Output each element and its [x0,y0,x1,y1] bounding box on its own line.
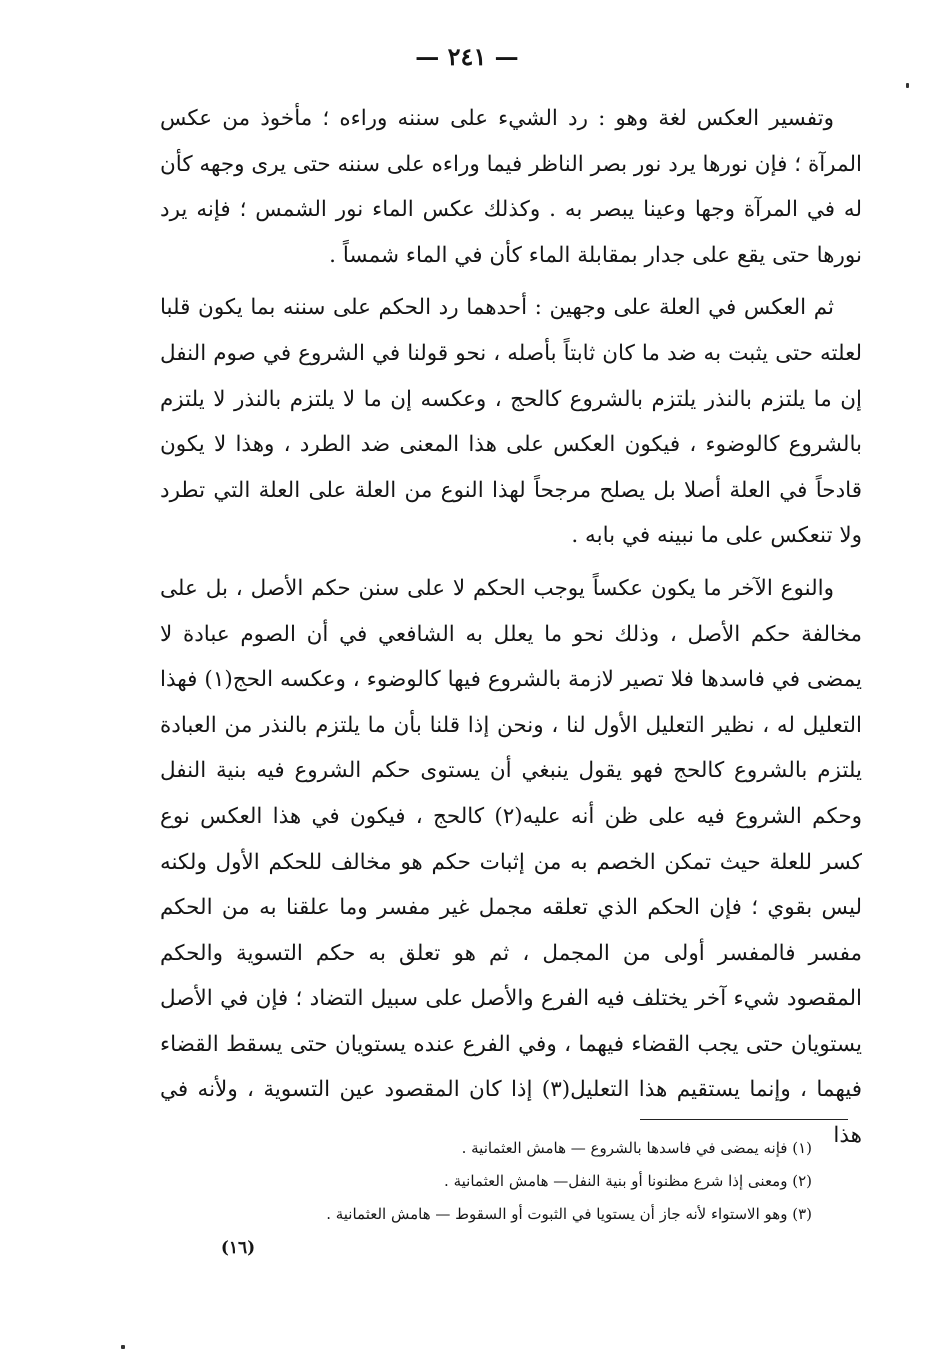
scan-speck [906,83,909,88]
page-number: — ٢٤١ — [415,42,519,71]
footnotes [200,1132,812,1231]
footnote-1: (١) فإنه يمضى في فاسدها بالشروع — هامش العثمانية . [461,1139,812,1157]
footnote-separator [640,1119,848,1120]
scan-speck [121,1345,125,1349]
signature-mark: (١٦) [220,1238,256,1258]
paragraph-1: وتفسير العكس لغة وهو : رد الشيء على سننه وراءه ؛ مأخوذ من عكس المرآة ؛ فإن نورها يرد نور بصر الناظر فيما وراءه على سننه حتى يرى وجهه كأن له في المرآة وجها وعينا يبصر به . وكذلك عكس الماء نور الشمس ؛ فإنه يرد نورها حتى يقع على جدار بمقابلة الماء كأن في الماء شمساً . [160,106,862,268]
footnote-2: (٢) ومعنى إذا شرع مظنونا أو بنية النفل— هامش العثمانية . [444,1172,812,1190]
footnote-3: (٣) وهو الاستواء لأنه جاز أن يستويا في الثبوت أو السقوط — هامش العثمانية . [326,1205,812,1223]
paragraph-2: ثم العكس في العلة على وجهين : أحدهما رد الحكم على سننه بما يكون قلبا لعلته حتى يثبت به ضد ما كان ثابتاً بأصله ، نحو قولنا في الشروع في صوم النفل إن ما يلتزم بالنذر يلتزم بالشروع كالحج ، وعكسه إن ما لا يلتزم بالنذر لا يلتزم بالشروع كالوضوء ، فيكون العكس على هذا المعنى ضد الطرد ، وهذا لا يكون قادحاً في العلة أصلا بل يصلح مرجحاً لهذا النوع من العلة على العلة التي تطرد ولا تنعكس على ما نبينه في بابه . [160,295,862,549]
paragraph-3: والنوع الآخر ما يكون عكساً يوجب الحكم لا على سنن حكم الأصل ، بل على مخالفة حكم الأصل ، وذلك نحو ما يعلل به الشافعي في أن الصوم عبادة لا يمضى في فاسدها فلا تصير لازمة بالشروع فيها كالوضوء ، وعكسه الحج(١) فهذا التعليل له ، نظير التعليل الأول لنا ، ونحن إذا قلنا بأن ما يلتزم بالنذر من العبادة يلتزم بالشروع كالحج فهو يقول ينبغي أن يستوى حكم الشروع فيه بنية النفل وحكم الشروع فيه على ظن أنه عليه(٢) كالحج ، فيكون في هذا العكس نوع كسر للعلة حيث تمكن الخصم به من إثبات حكم هو مخالف للحكم الأول ولكنه ليس بقوي ؛ فإن الحكم الذي تعلقه مجمل غير مفسر وما علقنا به من الحكم مفسر فالمفسر أولى من المجمل ، ثم هو تعلق به حكم التسوية والحكم المقصود شيء آخر يختلف فيه الفرع والأصل على سبيل التضاد ؛ فإن في الأصل يستويان حتى يجب القضاء فيهما ، وفي الفرع عنده يستويان حتى يسقط القضاء فيهما ، وإنما يستقيم هذا التعليل(٣) إذا كان المقصود عين التسوية ، ولأنه في هذا [160,575,863,1149]
main-text [160,96,862,1159]
